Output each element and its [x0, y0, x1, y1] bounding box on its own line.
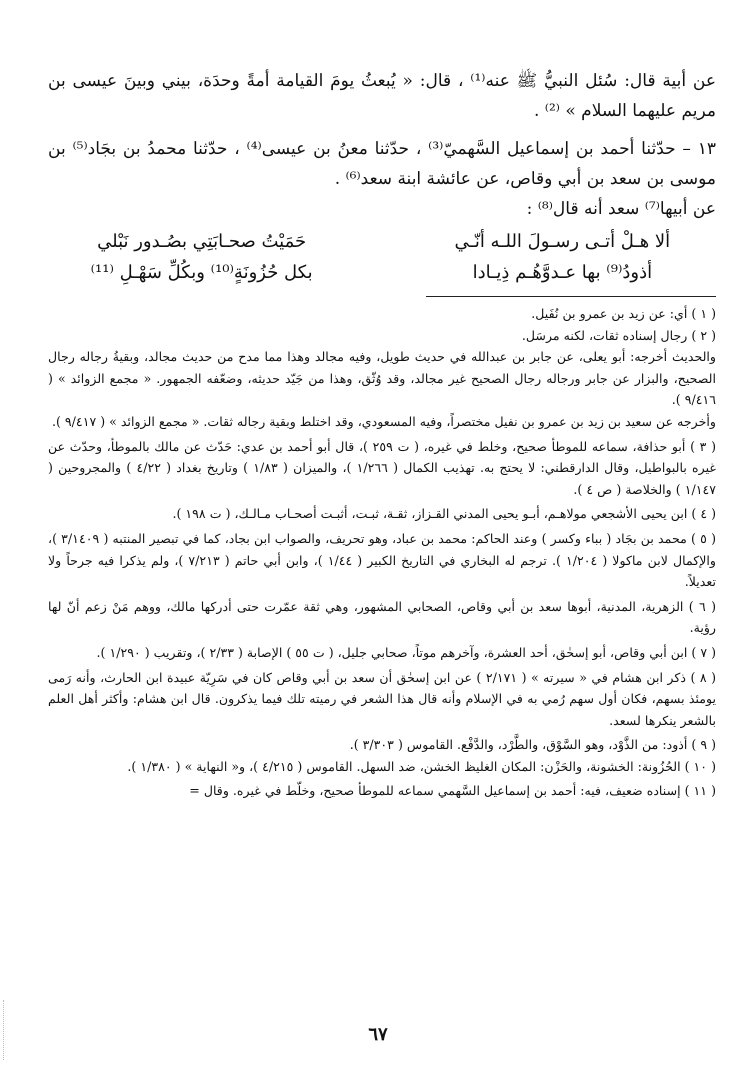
footnote: ( ١٠ ) الحُزُونة: الخشونة، والحَزْن: المكان الغليظ الخشن، ضد السهل. القاموس ( ٤/٢١٥ )، و« النهاية » ( ١/٣٨٠ ). — [127, 758, 716, 774]
poem-verse — [48, 257, 716, 288]
footnote-divider — [426, 296, 716, 297]
footnote: وأخرجه عن سعيد بن زيد بن عمرو بن نفيل مختصراً، وفيه المسعودي، وقد اختلط وبقية رجاله ثقات. « مجمع الزوائد » ( ٩/٤١٧ ). — [52, 413, 716, 429]
footnote: ( ٥ ) محمد بن بجَاد ( بباء وكسر ) وعند الحاكم: محمد بن عباد، وهو تحريف، والصواب ابن بجاد، كما في تبصير المنتبه ( ٣/١٤٠٩ )، والإكمال لابن ماكولا ( ١/٢٠٤ ). ترجم له البخاري في التاريخ الكبير ( ١/٤٤ )، وابن أبي حاتم ( ٧/٢١٣ )، ولم يذكرا فيه جرحاً ولا تعديلاً. — [48, 530, 716, 590]
poem-hemistich-first: أذودُ⁽⁹⁾ بها عـدوَّهُـم ذِيـادا — [472, 262, 653, 283]
poem-hemistich-second: حَمَيْتُ صحـابَتِي بصُـدور نَبْلي — [97, 231, 307, 252]
footnote: ( ٣ ) أبو حذافة، سماعه للموطأ صحيح، وخلط في غيره، ( ت ٢٥٩ )، قال أبو أحمد بن عدي: حَدّث عن مالك بالموطأ، وحدّث عن غيره بالبواطيل، وقال الدارقطني: لا يحتج به. تهذيب الكمال ( ١/٢٦٦ )، والميزان ( ١/٨٣ ) وتاريخ بغداد ( ٤/٢٢ ) والمجروحين ( ١/١٤٧ ) والخلاصة ( ص ٤ ). — [48, 438, 716, 497]
poem — [48, 226, 716, 288]
footnote: ( ١١ ) إسناده ضعيف، فيه: أحمد بن إسماعيل السَّهمي سماعه للموطأ صحيح، وخلّط في غيره. وقال = — [189, 783, 716, 799]
footnote: ( ٤ ) ابن يحيى الأشجعي مولاهـم، أبـو يحيى المدني القـزاز، ثقـة، ثبـت، أثبـت أصحـاب مـالـك، ( ت ١٩٨ ). — [172, 506, 716, 522]
footnote: والحديث أخرجه: أبو يعلى، عن جابر بن عبدالله في حديث طويل، وفيه مجالد وهذا مما مدح من حديث مجالد، وبقيةُ رجاله رجال الصحيح، والبزار عن جابر ورجاله رجال الصحيح غير مجالد، وقد وُثّق، وهذا من جَيّد حديثه، وضعّفه الجمهور. « مجمع الزوائد » ( ٩/٤١٦ ). — [48, 349, 716, 408]
footnote: ( ٢ ) رجال إسناده ثقات، لكنه مرسَل. — [521, 327, 716, 343]
hadith-12-end: عن أبية قال: سُئل النبيُّ ﷺ عنه⁽¹⁾ ، قال: « يُبعثُ يومَ القيامة أمةً وحدَة، بيني وبينَ عيسى بن مريم عليهما السلام » ⁽²⁾ . — [48, 71, 716, 121]
poem-hemistich-second: بكل حُزُونَةٍ⁽¹⁰⁾ وبكُلِّ سَهْـلِ ⁽¹¹⁾ — [90, 262, 313, 283]
main-text — [48, 66, 716, 224]
page-body — [48, 66, 716, 802]
footnote: ( ٧ ) ابن أبي وقاص، أبو إسحٰق، أحد العشرة، وآخرهم موتاً، صحابي جليل، ( ت ٥٥ ) الإصابة ( ٢/٣٣ )، وتقريب ( ١/٢٩٠ ). — [96, 644, 716, 660]
hadith-13-intro: عن أبيها⁽⁷⁾ سعد أنه قال⁽⁸⁾ : — [526, 199, 716, 219]
hadith-13-isnad: ١٣ – حدّثنا أحمد بن إسماعيل السَّهميّ⁽³⁾ ، حدّثنا معنُ بن عيسى⁽⁴⁾ ، حدّثنا محمدُ بن بجَاد⁽⁵⁾ بن موسى بن سعد بن أبي وقاص، عن عائشة ابنة سعد⁽⁶⁾ . — [48, 139, 716, 189]
footnote: ( ٦ ) الزهرية، المدنية، أبوها سعد بن أبي وقاص، الصحابي المشهور، وهي ثقة عمّرت حتى أدركها مالك، ووهم مَنْ زعم أنّ لها رؤية. — [48, 598, 716, 636]
scan-edge — [3, 1000, 6, 1060]
footnote: ( ٨ ) ذكر ابن هشام في « سيرته » ( ٢/١٧١ ) عن ابن إسحٰق أن سعد بن أبي وقاص كان في سَرِيّة عبيدة ابن الحارث، وأنه رَمى يومئذ بسهم، فكان أول سهم رُمي به في الإسلام وأنه قال هذا الشعر في رميته تلك فيما يذكرون. قال ابن هشام: وأكثر أهل العلم بالشعر ينكرها لسعد. — [48, 669, 716, 728]
footnote: ( ١ ) أي: عن زيد بن عمرو بن نُفَيل. — [531, 306, 716, 321]
footnote: ( ٩ ) أذود: من الذَّوْد، وهو السَّوْق، والطَّرْد، والدَّفْع. القاموس ( ٣/٣٠٣ ). — [349, 737, 716, 753]
page-number: ٦٧ — [368, 1024, 388, 1045]
poem-verse — [48, 226, 716, 257]
poem-hemistich-first: ألا هـلْ أتـى رسـولَ اللـه أنّـي — [454, 231, 671, 252]
footnotes — [48, 303, 716, 802]
